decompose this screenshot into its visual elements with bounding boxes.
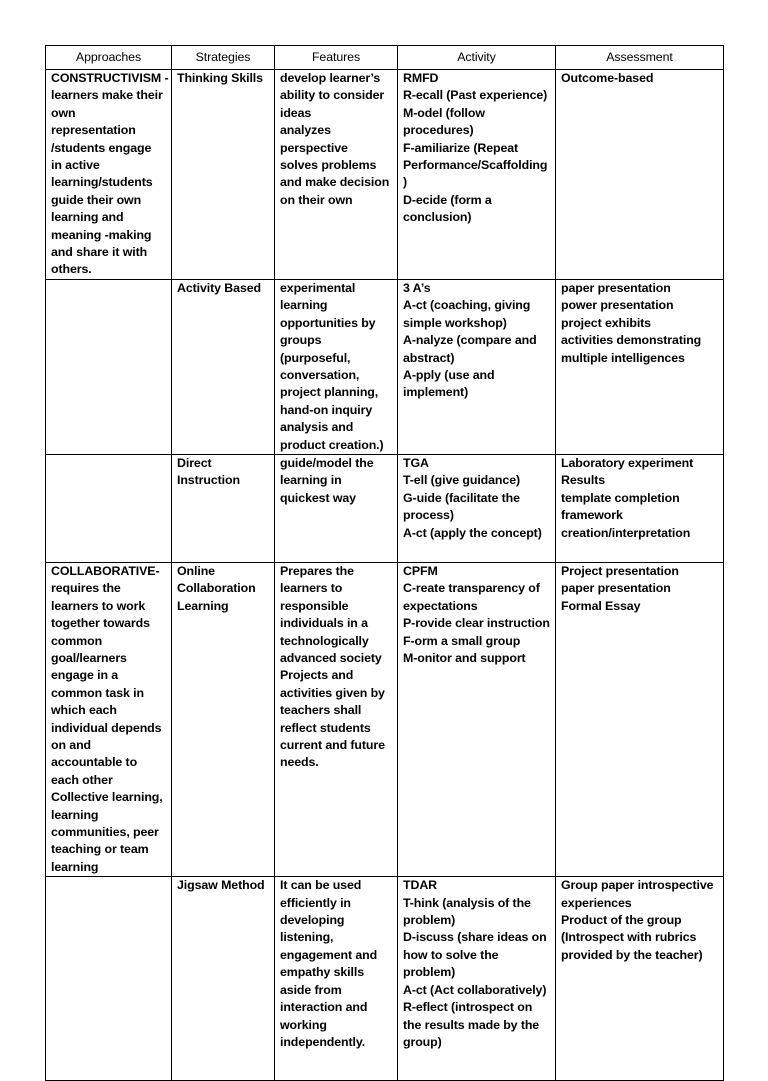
activity-line: group) — [403, 1034, 442, 1049]
activity-line: RMFD — [403, 71, 439, 85]
activity-line: D-ecide (form a — [403, 192, 492, 207]
assessment-line: template completion — [561, 490, 680, 505]
assessment-line: provided by the teacher) — [561, 947, 703, 962]
activity-cell — [398, 70, 556, 280]
features-line: individuals in a — [280, 616, 368, 631]
assessment-cell — [556, 877, 724, 1081]
features-line: analyzes — [280, 123, 331, 138]
activity-line: D-iscuss (share ideas on — [403, 930, 547, 945]
features-line: ideas — [280, 105, 312, 120]
strategy-cell — [172, 70, 275, 280]
features-line: groups — [280, 333, 322, 348]
strategy-line: Direct — [177, 455, 212, 470]
activity-line: A-ct (Act collaboratively) — [403, 982, 547, 997]
features-line: learning in — [280, 473, 342, 488]
approach-line: meaning -making — [51, 227, 152, 242]
features-cell — [275, 70, 398, 280]
approach-line: each other — [51, 772, 113, 787]
activity-line: expectations — [403, 598, 478, 613]
assessment-line: paper presentation — [561, 280, 671, 295]
activity-line: procedures) — [403, 123, 474, 138]
table-row — [46, 279, 724, 454]
activity-line: R-eflect (introspect on — [403, 1000, 533, 1015]
activity-line: A-ct (apply the concept) — [403, 525, 542, 540]
approach-line: learning — [51, 859, 99, 874]
approach-line: CONSTRUCTIVISM - — [51, 71, 169, 85]
approach-line: and share it with — [51, 245, 148, 260]
activity-line: M-odel (follow — [403, 105, 485, 120]
features-cell — [275, 877, 398, 1081]
approach-line: together towards — [51, 616, 150, 631]
features-line: solves problems — [280, 158, 377, 173]
strategy-line: Learning — [177, 598, 229, 613]
features-line: product creation.) — [280, 437, 384, 452]
approach-line: accountable to — [51, 755, 138, 770]
activity-line: F-orm a small group — [403, 633, 521, 648]
activity-line: A-nalyze (compare and — [403, 333, 537, 348]
activity-line: C-reate transparency of — [403, 581, 540, 596]
assessment-line: paper presentation — [561, 581, 671, 596]
approach-line: individual depends — [51, 720, 162, 735]
table-row — [46, 562, 724, 876]
features-line: teachers shall — [280, 703, 362, 718]
assessment-line: Group paper introspective — [561, 878, 714, 893]
activity-cell — [398, 562, 556, 876]
approach-line: communities, peer — [51, 825, 159, 840]
features-line: on their own — [280, 192, 353, 207]
features-line: engagement and — [280, 947, 378, 962]
header-activity: Activity — [398, 46, 556, 70]
features-line: analysis and — [280, 420, 354, 435]
strategy-line: Online — [177, 563, 215, 578]
features-line: reflect students — [280, 720, 371, 735]
features-line: It can be used — [280, 878, 362, 893]
assessment-line: Project presentation — [561, 563, 679, 578]
approach-line: requires the — [51, 581, 121, 596]
strategy-cell — [172, 279, 275, 454]
features-line: technologically — [280, 633, 369, 648]
activity-line: TDAR — [403, 878, 438, 893]
assessment-line: activities demonstrating — [561, 333, 702, 348]
activity-line: T-hink (analysis of the — [403, 895, 531, 910]
approaches-table — [45, 45, 724, 1081]
features-line: project planning, — [280, 385, 379, 400]
approach-line: others. — [51, 262, 92, 277]
activity-line: simple workshop) — [403, 315, 507, 330]
approach-line: teaching or team — [51, 842, 149, 857]
header-approaches: Approaches — [46, 46, 172, 70]
features-line: working — [280, 1017, 327, 1032]
activity-line: 3 A’s — [403, 280, 431, 295]
approach-cell — [46, 70, 172, 280]
header-strategies: Strategies — [172, 46, 275, 70]
features-line: activities given by — [280, 685, 385, 700]
assessment-line: Outcome-based — [561, 71, 654, 85]
features-line: listening, — [280, 930, 334, 945]
features-line: needs. — [280, 755, 319, 770]
features-line: learners to — [280, 581, 343, 596]
approach-line: learning — [51, 807, 99, 822]
activity-line: Performance/Scaffolding — [403, 158, 548, 173]
features-line: interaction and — [280, 1000, 368, 1015]
activity-line: problem) — [403, 965, 456, 980]
activity-line: R-ecall (Past experience) — [403, 88, 548, 103]
approach-cell — [46, 279, 172, 454]
features-cell — [275, 279, 398, 454]
activity-cell — [398, 877, 556, 1081]
approach-line: common — [51, 633, 103, 648]
assessment-cell — [556, 562, 724, 876]
features-line: perspective — [280, 140, 348, 155]
features-line: empathy skills — [280, 965, 364, 980]
approach-cell — [46, 877, 172, 1081]
assessment-line: framework — [561, 508, 623, 523]
activity-line: the results made by the — [403, 1017, 540, 1032]
assessment-line: multiple intelligences — [561, 350, 685, 365]
assessment-line: power presentation — [561, 298, 674, 313]
features-line: quickest way — [280, 490, 356, 505]
approach-line: /students engage — [51, 140, 152, 155]
features-cell — [275, 562, 398, 876]
header-features: Features — [275, 46, 398, 70]
activity-cell — [398, 279, 556, 454]
table-row — [46, 70, 724, 280]
assessment-line: experiences — [561, 895, 632, 910]
strategy-cell — [172, 454, 275, 562]
assessment-cell — [556, 454, 724, 562]
activity-line: ) — [403, 175, 408, 190]
features-line: hand-on inquiry — [280, 402, 373, 417]
activity-line: conclusion) — [403, 210, 472, 225]
features-line: efficiently in — [280, 895, 351, 910]
features-line: responsible — [280, 598, 349, 613]
activity-line: process) — [403, 508, 454, 523]
features-line: guide/model the — [280, 455, 374, 470]
approach-line: learners to work — [51, 598, 146, 613]
approach-line: which each — [51, 703, 117, 718]
features-cell — [275, 454, 398, 562]
activity-cell — [398, 454, 556, 562]
strategy-cell — [172, 877, 275, 1081]
activity-line: problem) — [403, 913, 456, 928]
approach-line: goal/learners — [51, 650, 127, 665]
assessment-line: Laboratory experiment — [561, 455, 694, 470]
activity-line: A-pply (use and — [403, 367, 495, 382]
features-line: current and future — [280, 738, 385, 752]
approach-line: COLLABORATIVE- — [51, 563, 160, 578]
approach-line: Collective learning, — [51, 790, 163, 805]
strategy-line: Thinking Skills — [177, 71, 263, 85]
features-line: conversation, — [280, 367, 360, 382]
features-line: opportunities by — [280, 315, 376, 330]
strategy-line: Collaboration — [177, 581, 256, 596]
assessment-line: Results — [561, 473, 606, 488]
header-row — [46, 46, 724, 70]
features-line: aside from — [280, 982, 342, 997]
approach-cell — [46, 562, 172, 876]
strategy-line: Jigsaw Method — [177, 878, 265, 893]
header-assessment: Assessment — [556, 46, 724, 70]
features-line: advanced society — [280, 650, 382, 665]
approach-line: representation — [51, 123, 136, 138]
assessment-line: project exhibits — [561, 315, 651, 330]
features-line: independently. — [280, 1034, 366, 1049]
table-row — [46, 454, 724, 562]
features-line: develop learner’s — [280, 71, 381, 85]
activity-line: abstract) — [403, 350, 455, 365]
activity-line: how to solve the — [403, 947, 499, 962]
activity-line: T-ell (give guidance) — [403, 473, 521, 488]
features-line: Prepares the — [280, 563, 354, 578]
activity-line: G-uide (facilitate the — [403, 490, 520, 505]
approach-line: in active — [51, 158, 100, 173]
strategy-cell — [172, 562, 275, 876]
activity-line: CPFM — [403, 563, 438, 578]
table-row — [46, 877, 724, 1081]
features-line: (purposeful, — [280, 350, 351, 365]
activity-line: implement) — [403, 385, 469, 400]
approach-line: on and — [51, 738, 92, 752]
strategy-line: Activity Based — [177, 280, 261, 295]
assessment-line: Formal Essay — [561, 598, 641, 613]
activity-line: A-ct (coaching, giving — [403, 298, 531, 313]
assessment-line: creation/interpretation — [561, 525, 691, 540]
strategy-line: Instruction — [177, 473, 240, 488]
assessment-line: (Introspect with rubrics — [561, 930, 697, 945]
activity-line: P-rovide clear instruction — [403, 616, 550, 631]
features-line: learning — [280, 298, 328, 313]
activity-line: F-amiliarize (Repeat — [403, 140, 519, 155]
approach-line: common task in — [51, 685, 144, 700]
features-line: ability to consider — [280, 88, 385, 103]
features-line: Projects and — [280, 668, 354, 683]
features-line: developing — [280, 913, 345, 928]
assessment-line: Product of the group — [561, 913, 682, 928]
approach-line: learners make their — [51, 88, 163, 103]
assessment-cell — [556, 70, 724, 280]
activity-line: TGA — [403, 455, 429, 470]
approach-line: learning/students — [51, 175, 153, 190]
features-line: and make decision — [280, 175, 390, 190]
approach-cell — [46, 454, 172, 562]
approach-line: guide their own — [51, 192, 142, 207]
activity-line: M-onitor and support — [403, 650, 526, 665]
approach-line: engage in a — [51, 668, 119, 683]
assessment-cell — [556, 279, 724, 454]
approach-line: learning and — [51, 210, 124, 225]
features-line: experimental — [280, 280, 356, 295]
approach-line: own — [51, 105, 76, 120]
